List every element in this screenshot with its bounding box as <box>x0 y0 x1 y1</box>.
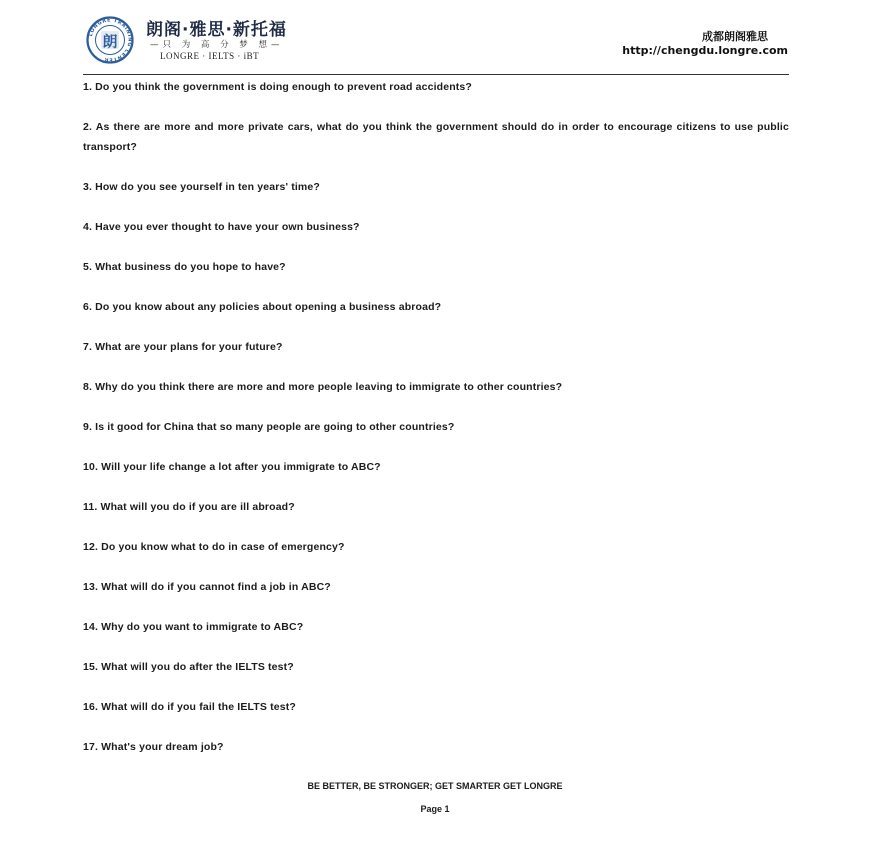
question-item: 8. Why do you think there are more and more people leaving to immigrate to other countries? <box>83 381 563 393</box>
question-item: 5. What business do you hope to have? <box>83 261 286 273</box>
question-item: 15. What will you do after the IELTS test? <box>83 661 294 673</box>
question-item: 9. Is it good for China that so many people are going to other countries? <box>83 421 455 433</box>
page-footer <box>0 780 870 815</box>
seal-ring-text: LONGRE TRAINING CENTER <box>87 17 133 63</box>
brand-english-name: LONGRE · IELTS · iBT <box>160 51 260 61</box>
brand-text <box>146 20 346 62</box>
header-logo <box>86 16 346 66</box>
footer-motto: BE BETTER, BE STRONGER; GET SMARTER GET LONGRE <box>307 781 563 791</box>
question-item: 4. Have you ever thought to have your own business? <box>83 221 360 233</box>
question-item: 12. Do you know what to do in case of emergency? <box>83 541 345 553</box>
question-item: 11. What will you do if you are ill abroad? <box>83 501 295 513</box>
page-number: Page 1 <box>420 804 450 814</box>
seal-center-char: 朗 <box>102 32 118 51</box>
question-item: 14. Why do you want to immigrate to ABC? <box>83 621 304 633</box>
question-item: 10. Will your life change a lot after you immigrate to ABC? <box>83 461 381 473</box>
question-item: 1. Do you think the government is doing enough to prevent road accidents? <box>83 81 472 93</box>
brand-slogan: —只 为 高 分 梦 想— <box>150 40 284 50</box>
question-item: 17. What's your dream job? <box>83 741 224 753</box>
question-item: 7. What are your plans for your future? <box>83 341 283 353</box>
question-item: 16. What will do if you fail the IELTS test? <box>83 701 296 713</box>
question-item: 3. How do you see yourself in ten years' time? <box>83 181 320 193</box>
question-item: 2. As there are more and more private cars, what do you think the government should do in order to encourage citizens to use public transport? <box>83 121 789 153</box>
header-contact <box>622 30 788 58</box>
question-item: 13. What will do if you cannot find a job in ABC? <box>83 581 331 593</box>
question-item: 6. Do you know about any policies about opening a business abroad? <box>83 301 442 313</box>
question-list <box>83 77 789 777</box>
brand-chinese-name: 朗阁·雅思·新托福 <box>146 20 287 40</box>
website-url: http://chengdu.longre.com <box>622 44 788 57</box>
org-chinese-name: 成都朗阁雅思 <box>702 30 768 43</box>
header-divider <box>83 74 789 75</box>
longre-seal-logo <box>86 16 134 64</box>
